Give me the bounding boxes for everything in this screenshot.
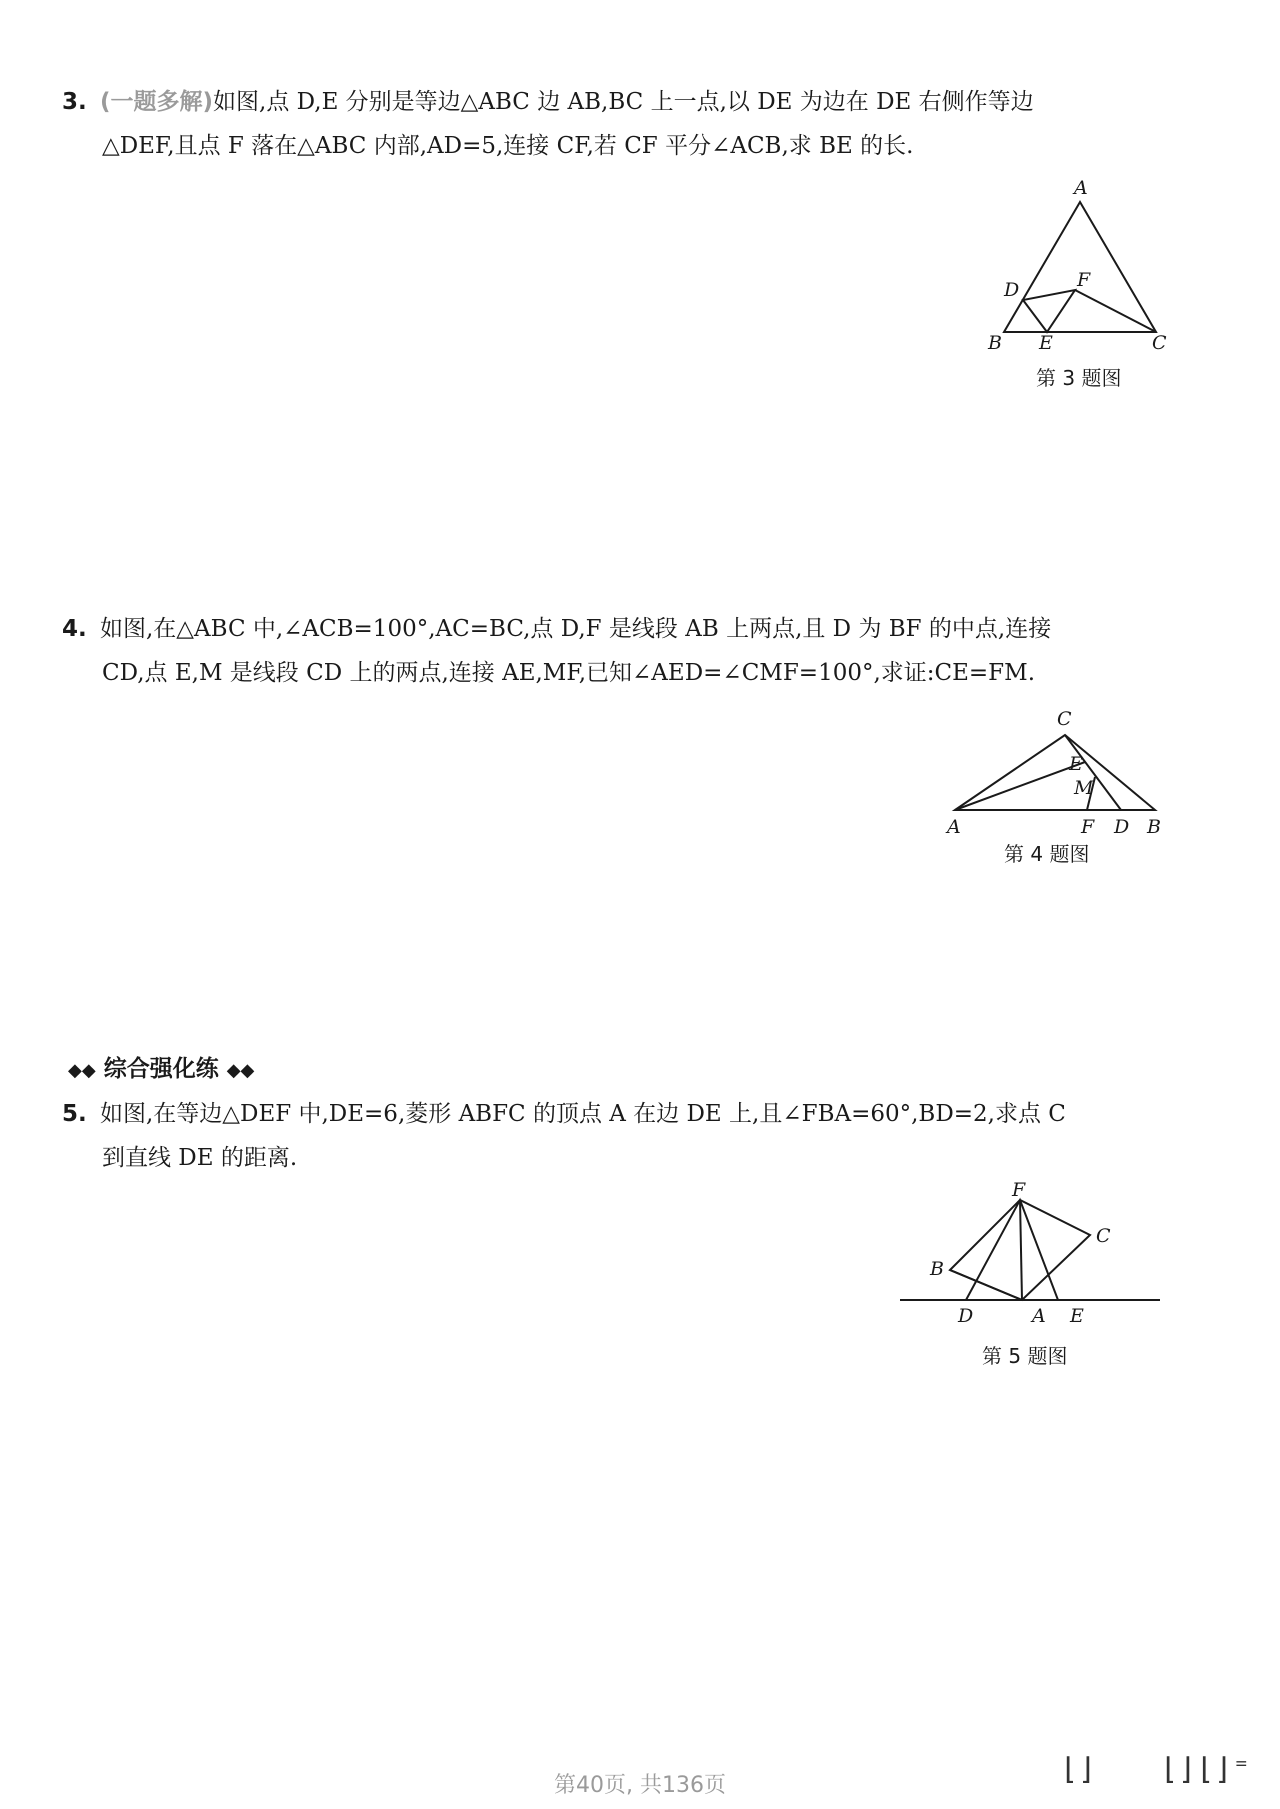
label-c: C <box>1152 332 1167 354</box>
label-f: F <box>1081 816 1095 838</box>
segment-ae <box>955 762 1085 810</box>
corner-mark-right: ⌊⌋⌊⌋⁼ <box>1160 1752 1251 1787</box>
problem-text-line1: 如图,在等边△DEF 中,DE=6,菱形 ABFC 的顶点 A 在边 DE 上,且∠FBA=60°,BD=2,求点 C <box>100 1101 1066 1127</box>
triangle-def <box>1023 290 1075 332</box>
label-c: C <box>1057 708 1072 730</box>
label-b: B <box>988 332 1002 354</box>
figure-3-caption: 第 3 题图 <box>1036 366 1122 390</box>
segment-fa <box>1020 1200 1022 1300</box>
label-a: A <box>1032 1305 1046 1327</box>
problem-number: 4. <box>62 616 87 642</box>
page-footer: 第40页, 共136页 <box>554 1773 726 1798</box>
label-a: A <box>947 816 961 838</box>
problem-number: 5. <box>62 1101 87 1127</box>
triangle-abc <box>1004 202 1156 332</box>
label-d: D <box>958 1305 974 1327</box>
label-e: E <box>1070 1305 1084 1327</box>
problem-text-line2: △DEF,且点 F 落在△ABC 内部,AD=5,连接 CF,若 CF 平分∠ACB,求 BE 的长. <box>102 133 914 159</box>
triangle-def <box>966 1200 1058 1300</box>
label-m: M <box>1074 777 1094 799</box>
problem-4 <box>62 607 1172 695</box>
problem-text-line2: 到直线 DE 的距离. <box>102 1145 298 1171</box>
problem-3 <box>62 80 1172 168</box>
problem-tag: (一题多解) <box>100 89 214 115</box>
section-ornament-left: ◆◆ <box>68 1060 96 1081</box>
problem-number: 3. <box>62 89 87 115</box>
figure-3 <box>980 170 1180 354</box>
figure-4-caption: 第 4 题图 <box>1004 842 1090 866</box>
label-b: B <box>1147 816 1161 838</box>
problem-5 <box>62 1092 1172 1180</box>
label-f: F <box>1077 269 1091 291</box>
corner-mark-left: ⌊⌋ <box>1060 1752 1097 1787</box>
section-ornament-right: ◆◆ <box>226 1060 255 1081</box>
label-b: B <box>930 1258 944 1280</box>
problem-text-line1: 如图,在△ABC 中,∠ACB=100°,AC=BC,点 D,F 是线段 AB 上两点,且 D 为 BF 的中点,连接 <box>100 616 1052 642</box>
figure-5-caption: 第 5 题图 <box>982 1344 1068 1368</box>
section-title-text: 综合强化练 <box>103 1056 219 1082</box>
label-e: E <box>1039 332 1053 354</box>
figure-5 <box>898 1180 1168 1330</box>
problem-text-line2: CD,点 E,M 是线段 CD 上的两点,连接 AE,MF,已知∠AED=∠CMF=100°,求证:CE=FM. <box>102 660 1036 686</box>
label-a: A <box>1074 177 1088 199</box>
label-f: F <box>1012 1179 1026 1201</box>
segment-ba <box>950 1270 1022 1300</box>
figure-4 <box>945 700 1175 840</box>
section-title <box>68 1050 254 1083</box>
label-c: C <box>1096 1225 1111 1247</box>
label-d: D <box>1004 279 1020 301</box>
problem-text-line1: 如图,点 D,E 分别是等边△ABC 边 AB,BC 上一点,以 DE 为边在 DE 右侧作等边 <box>213 89 1034 115</box>
label-e: E <box>1069 753 1083 775</box>
label-d: D <box>1114 816 1130 838</box>
